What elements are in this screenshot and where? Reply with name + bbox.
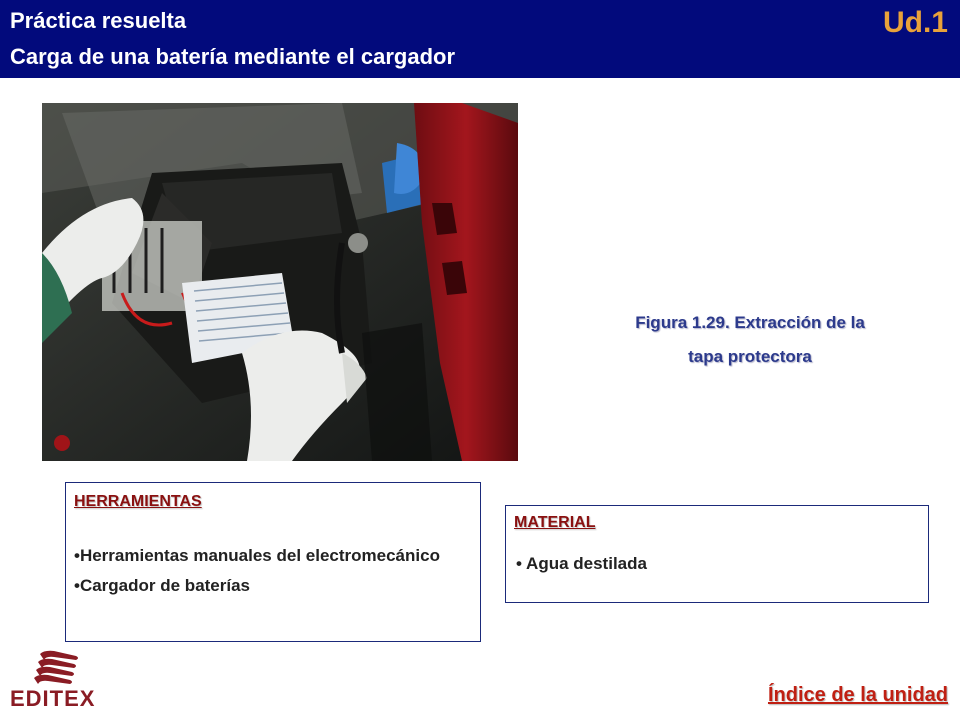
tools-box bbox=[65, 482, 481, 642]
figure-caption-line2: tapa protectora bbox=[688, 347, 812, 366]
material-item: • Agua destilada bbox=[516, 554, 647, 573]
material-box bbox=[505, 505, 929, 603]
figure-caption-line1: Figura 1.29. Extracción de la bbox=[635, 313, 865, 332]
battery-cover-photo bbox=[42, 103, 518, 461]
tools-heading: HERRAMIENTAS bbox=[74, 493, 202, 510]
editex-logo-text: EDITEX bbox=[10, 686, 96, 711]
material-heading: MATERIAL bbox=[514, 514, 596, 531]
tools-item: •Cargador de baterías bbox=[74, 576, 251, 595]
unit-index-link[interactable]: Índice de la unidad bbox=[767, 684, 948, 706]
slide-header bbox=[0, 0, 960, 78]
tools-item: •Herramientas manuales del electromecánico bbox=[74, 546, 440, 565]
unit-label: Ud.1 bbox=[882, 6, 948, 39]
figure-caption bbox=[600, 306, 900, 374]
slide-title: Práctica resuelta bbox=[10, 8, 187, 33]
slide-subtitle: Carga de una batería mediante el cargador bbox=[10, 44, 456, 69]
